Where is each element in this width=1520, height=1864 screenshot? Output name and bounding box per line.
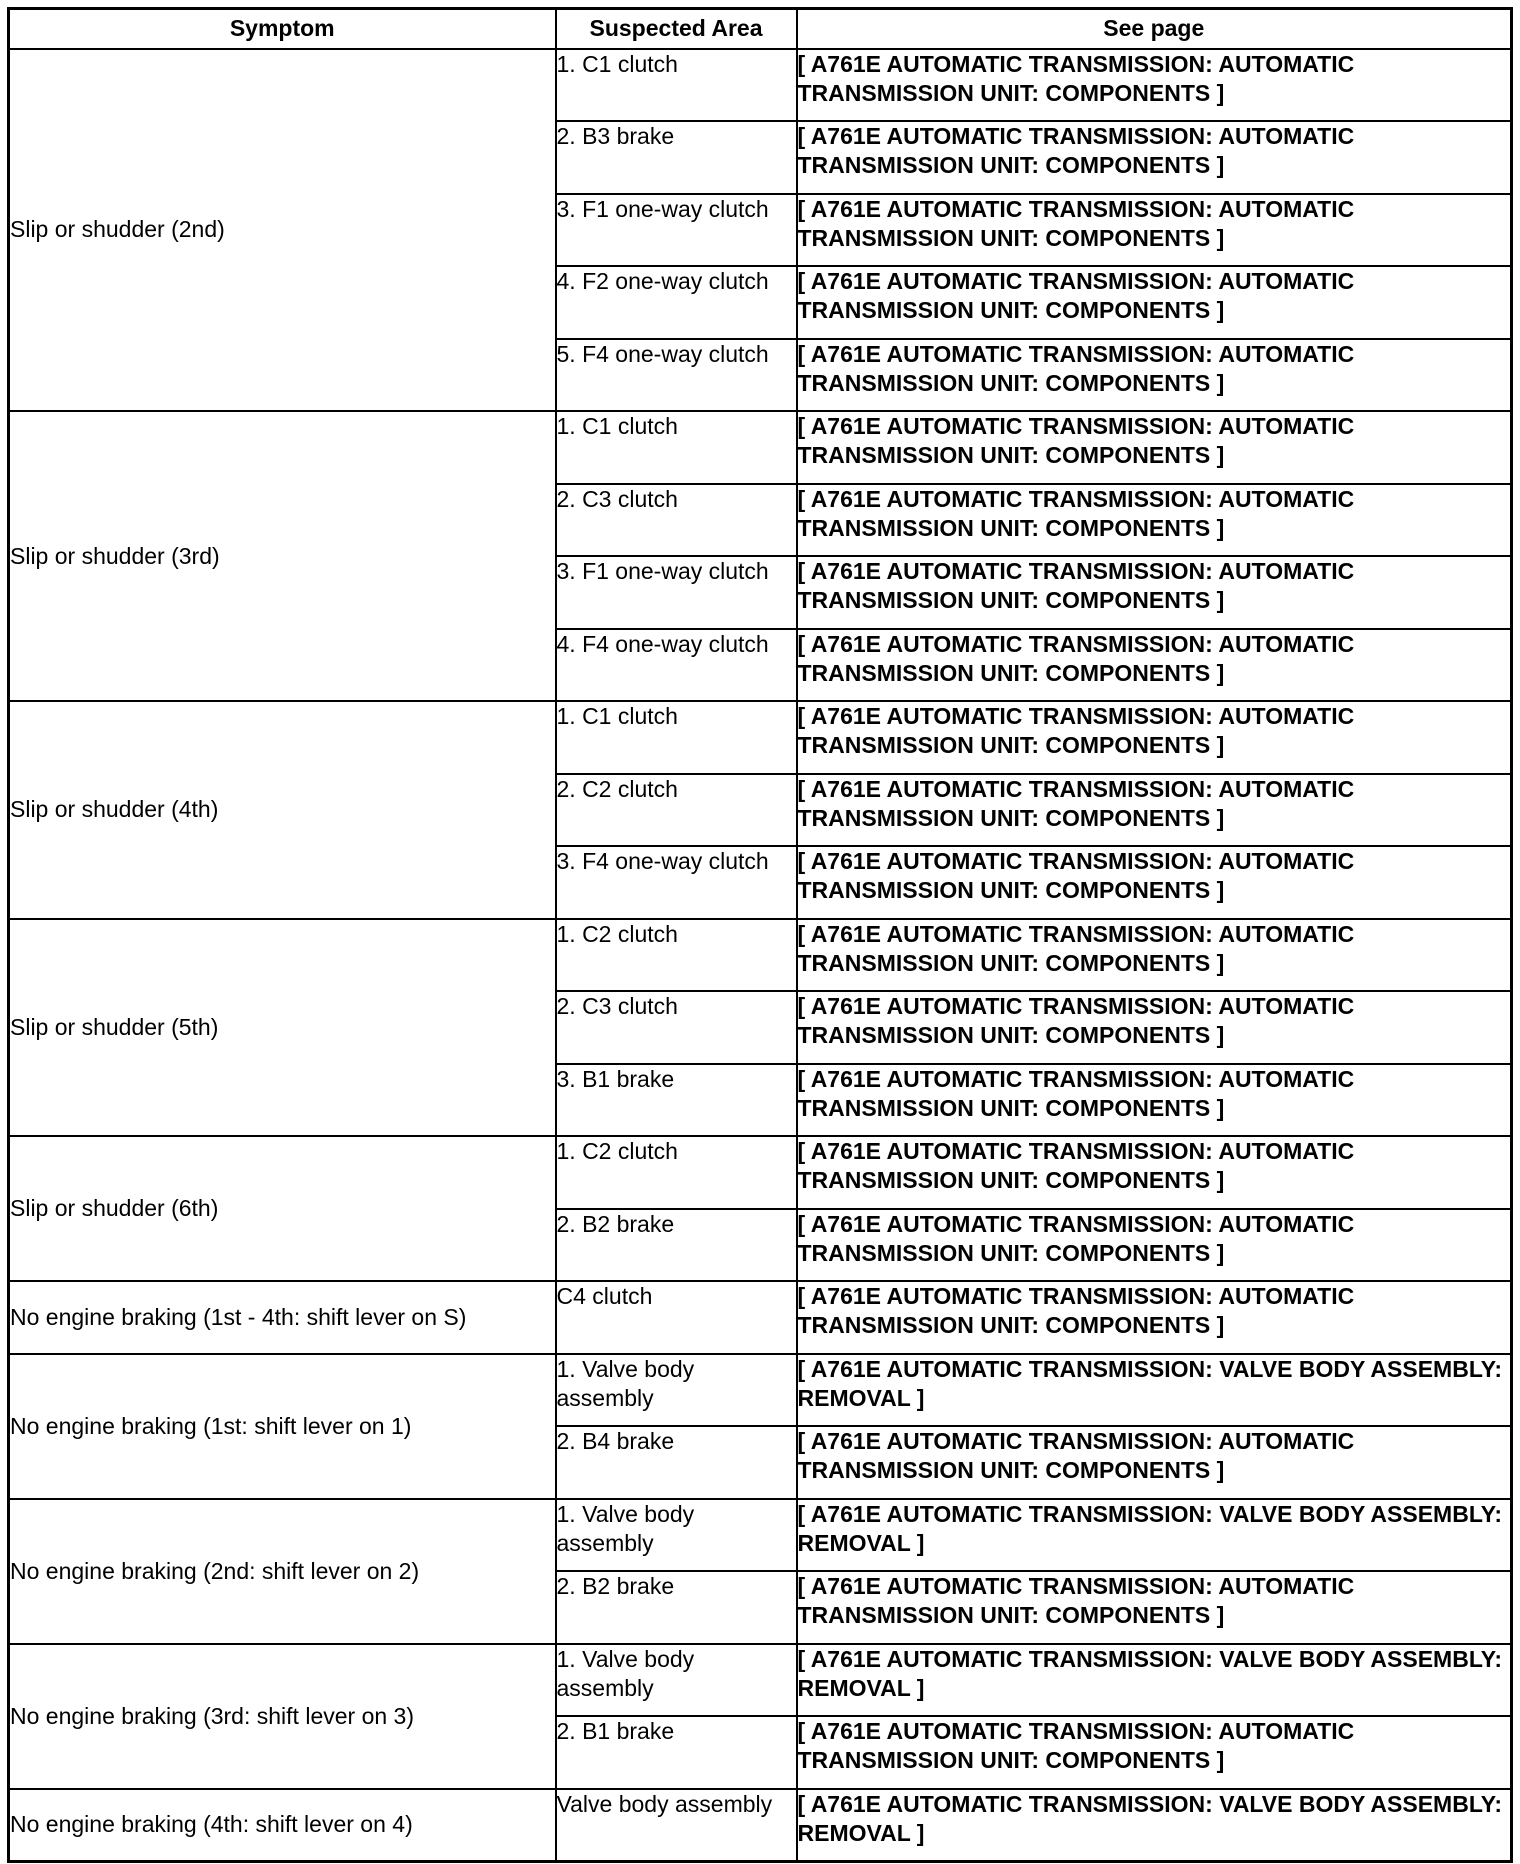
table-row: [9, 411, 1512, 484]
suspected-area-cell: 3. B1 brake: [556, 1064, 797, 1137]
see-page-link[interactable]: [ A761E AUTOMATIC TRANSMISSION: AUTOMATIC TRANSMISSION UNIT: COMPONENTS ]: [797, 121, 1512, 194]
see-page-link[interactable]: [ A761E AUTOMATIC TRANSMISSION: AUTOMATIC TRANSMISSION UNIT: COMPONENTS ]: [797, 991, 1512, 1064]
table-row: [9, 1354, 1512, 1427]
see-page-link[interactable]: [ A761E AUTOMATIC TRANSMISSION: VALVE BODY ASSEMBLY: REMOVAL ]: [797, 1499, 1512, 1572]
suspected-area-cell: 1. Valve body assembly: [556, 1354, 797, 1427]
suspected-area-cell: 4. F2 one-way clutch: [556, 266, 797, 339]
header-see-page: See page: [797, 9, 1512, 49]
suspected-area-cell: 5. F4 one-way clutch: [556, 339, 797, 412]
suspected-area-cell: 1. C2 clutch: [556, 1136, 797, 1209]
see-page-link[interactable]: [ A761E AUTOMATIC TRANSMISSION: AUTOMATIC TRANSMISSION UNIT: COMPONENTS ]: [797, 1136, 1512, 1209]
suspected-area-cell: 2. C3 clutch: [556, 991, 797, 1064]
symptom-cell: No engine braking (3rd: shift lever on 3): [9, 1644, 556, 1789]
suspected-area-cell: 2. B3 brake: [556, 121, 797, 194]
see-page-link[interactable]: [ A761E AUTOMATIC TRANSMISSION: AUTOMATIC TRANSMISSION UNIT: COMPONENTS ]: [797, 1281, 1512, 1354]
symptom-cell: Slip or shudder (3rd): [9, 411, 556, 701]
symptom-cell: Slip or shudder (2nd): [9, 49, 556, 412]
suspected-area-cell: 2. C3 clutch: [556, 484, 797, 557]
see-page-link[interactable]: [ A761E AUTOMATIC TRANSMISSION: VALVE BODY ASSEMBLY: REMOVAL ]: [797, 1644, 1512, 1717]
see-page-link[interactable]: [ A761E AUTOMATIC TRANSMISSION: AUTOMATIC TRANSMISSION UNIT: COMPONENTS ]: [797, 411, 1512, 484]
see-page-link[interactable]: [ A761E AUTOMATIC TRANSMISSION: AUTOMATIC TRANSMISSION UNIT: COMPONENTS ]: [797, 1571, 1512, 1644]
header-row: [9, 9, 1512, 49]
suspected-area-cell: 1. C1 clutch: [556, 49, 797, 122]
suspected-area-cell: 1. C1 clutch: [556, 701, 797, 774]
see-page-link[interactable]: [ A761E AUTOMATIC TRANSMISSION: AUTOMATIC TRANSMISSION UNIT: COMPONENTS ]: [797, 266, 1512, 339]
suspected-area-cell: 2. B4 brake: [556, 1426, 797, 1499]
symptom-cell: Slip or shudder (4th): [9, 701, 556, 919]
see-page-link[interactable]: [ A761E AUTOMATIC TRANSMISSION: AUTOMATIC TRANSMISSION UNIT: COMPONENTS ]: [797, 919, 1512, 992]
see-page-link[interactable]: [ A761E AUTOMATIC TRANSMISSION: AUTOMATIC TRANSMISSION UNIT: COMPONENTS ]: [797, 556, 1512, 629]
see-page-link[interactable]: [ A761E AUTOMATIC TRANSMISSION: AUTOMATIC TRANSMISSION UNIT: COMPONENTS ]: [797, 1716, 1512, 1789]
suspected-area-cell: C4 clutch: [556, 1281, 797, 1354]
suspected-area-cell: 2. C2 clutch: [556, 774, 797, 847]
symptom-cell: Slip or shudder (5th): [9, 919, 556, 1137]
table-row: [9, 1499, 1512, 1572]
table-row: [9, 1644, 1512, 1717]
see-page-link[interactable]: [ A761E AUTOMATIC TRANSMISSION: AUTOMATIC TRANSMISSION UNIT: COMPONENTS ]: [797, 1426, 1512, 1499]
suspected-area-cell: 1. Valve body assembly: [556, 1499, 797, 1572]
symptom-cell: No engine braking (4th: shift lever on 4): [9, 1789, 556, 1862]
symptom-cell: No engine braking (1st - 4th: shift lever on S): [9, 1281, 556, 1354]
see-page-link[interactable]: [ A761E AUTOMATIC TRANSMISSION: AUTOMATIC TRANSMISSION UNIT: COMPONENTS ]: [797, 484, 1512, 557]
header-symptom: Symptom: [9, 9, 556, 49]
see-page-link[interactable]: [ A761E AUTOMATIC TRANSMISSION: AUTOMATIC TRANSMISSION UNIT: COMPONENTS ]: [797, 846, 1512, 919]
symptom-cell: No engine braking (2nd: shift lever on 2): [9, 1499, 556, 1644]
suspected-area-cell: 1. C2 clutch: [556, 919, 797, 992]
table-row: [9, 1789, 1512, 1862]
see-page-link[interactable]: [ A761E AUTOMATIC TRANSMISSION: VALVE BODY ASSEMBLY: REMOVAL ]: [797, 1789, 1512, 1862]
table-row: [9, 1136, 1512, 1209]
see-page-link[interactable]: [ A761E AUTOMATIC TRANSMISSION: AUTOMATIC TRANSMISSION UNIT: COMPONENTS ]: [797, 49, 1512, 122]
see-page-link[interactable]: [ A761E AUTOMATIC TRANSMISSION: AUTOMATIC TRANSMISSION UNIT: COMPONENTS ]: [797, 1209, 1512, 1282]
table-row: [9, 919, 1512, 992]
symptom-cell: No engine braking (1st: shift lever on 1): [9, 1354, 556, 1499]
table-row: [9, 49, 1512, 122]
suspected-area-cell: 2. B2 brake: [556, 1571, 797, 1644]
see-page-link[interactable]: [ A761E AUTOMATIC TRANSMISSION: AUTOMATIC TRANSMISSION UNIT: COMPONENTS ]: [797, 774, 1512, 847]
table-row: [9, 1281, 1512, 1354]
table-header: [9, 9, 1512, 49]
table-body: [9, 49, 1512, 1862]
see-page-link[interactable]: [ A761E AUTOMATIC TRANSMISSION: AUTOMATIC TRANSMISSION UNIT: COMPONENTS ]: [797, 701, 1512, 774]
suspected-area-cell: 4. F4 one-way clutch: [556, 629, 797, 702]
see-page-link[interactable]: [ A761E AUTOMATIC TRANSMISSION: AUTOMATIC TRANSMISSION UNIT: COMPONENTS ]: [797, 629, 1512, 702]
suspected-area-cell: 1. C1 clutch: [556, 411, 797, 484]
suspected-area-cell: 2. B2 brake: [556, 1209, 797, 1282]
see-page-link[interactable]: [ A761E AUTOMATIC TRANSMISSION: VALVE BODY ASSEMBLY: REMOVAL ]: [797, 1354, 1512, 1427]
symptom-table: [7, 7, 1513, 1863]
suspected-area-cell: Valve body assembly: [556, 1789, 797, 1862]
suspected-area-cell: 2. B1 brake: [556, 1716, 797, 1789]
see-page-link[interactable]: [ A761E AUTOMATIC TRANSMISSION: AUTOMATIC TRANSMISSION UNIT: COMPONENTS ]: [797, 339, 1512, 412]
suspected-area-cell: 3. F1 one-way clutch: [556, 556, 797, 629]
symptom-cell: Slip or shudder (6th): [9, 1136, 556, 1281]
header-suspected-area: Suspected Area: [556, 9, 797, 49]
suspected-area-cell: 1. Valve body assembly: [556, 1644, 797, 1717]
suspected-area-cell: 3. F4 one-way clutch: [556, 846, 797, 919]
see-page-link[interactable]: [ A761E AUTOMATIC TRANSMISSION: AUTOMATIC TRANSMISSION UNIT: COMPONENTS ]: [797, 1064, 1512, 1137]
suspected-area-cell: 3. F1 one-way clutch: [556, 194, 797, 267]
table-row: [9, 701, 1512, 774]
see-page-link[interactable]: [ A761E AUTOMATIC TRANSMISSION: AUTOMATIC TRANSMISSION UNIT: COMPONENTS ]: [797, 194, 1512, 267]
